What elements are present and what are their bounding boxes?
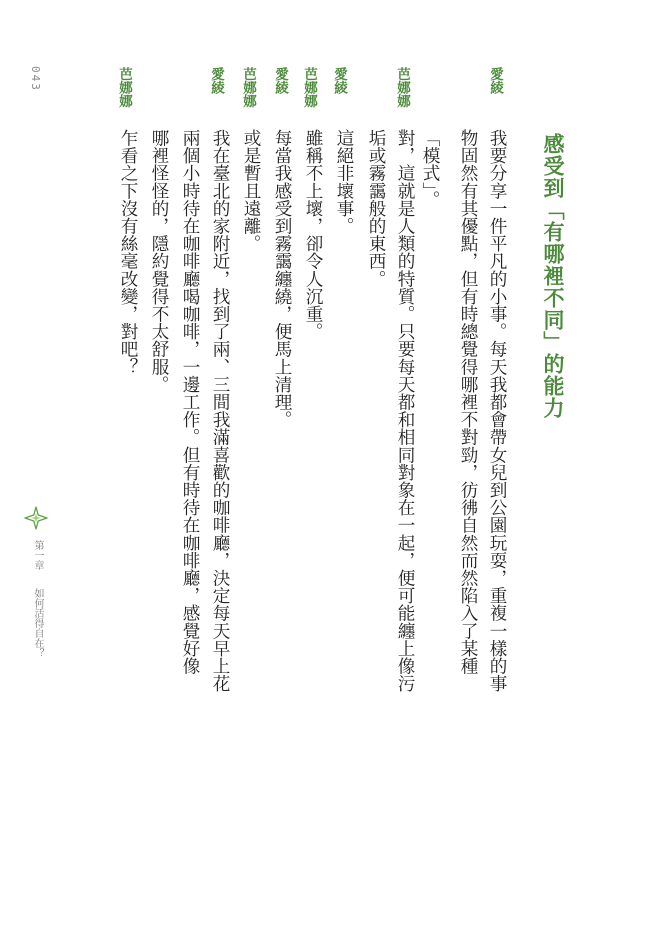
speaker-label: 愛綾 [487, 67, 503, 94]
dialogue-line: 這絕非壞事。 [334, 129, 354, 235]
section-title: 感受到「有哪裡不同」的能力 [541, 133, 566, 419]
dialogue-line: 「模式」。 [420, 129, 440, 209]
chapter-title: 如何活得自在？ [32, 588, 43, 658]
speaker-label: 愛綾 [331, 67, 347, 94]
speaker-label: 芭娜娜 [394, 67, 410, 108]
speaker-label: 芭娜娜 [116, 67, 132, 108]
speaker-label: 芭娜娜 [301, 67, 317, 108]
chapter-running-head [30, 540, 45, 658]
page-number: 043 [29, 66, 42, 92]
dialogue-line: 垢或霧靄般的東西。 [366, 129, 386, 288]
dialogue-line: 或是暫且遠離。 [241, 129, 261, 253]
dialogue-line: 我要分享一件平凡的小事。每天我都會帶女兒到公園玩耍，重複一樣的事 [487, 129, 507, 693]
dialogue-line: 我在臺北的家附近，找到了兩、三間我滿喜歡的咖啡廳，決定每天早上花 [210, 129, 230, 693]
dialogue-line: 乍看之下沒有絲毫改變，對吧？ [118, 129, 138, 376]
dialogue-line: 每當我感受到霧靄纏繞，便馬上清理。 [272, 129, 292, 429]
dialogue-line: 物固然有其優點，但有時總覺得哪裡不對勁，彷彿自然而然陷入了某種 [458, 129, 478, 675]
dialogue-line: 對，這就是人類的特質。只要每天都和相同對象在一起，便可能纏上像污 [395, 129, 415, 693]
dialogue-line: 兩個小時待在咖啡廳喝咖啡，一邊工作。但有時待在咖啡廳，感覺好像 [180, 129, 200, 675]
dialogue-line: 哪裡怪怪的，隱約覺得不太舒服。 [149, 129, 169, 393]
dialogue-line: 雖稱不上壞，卻令人沉重。 [303, 129, 323, 341]
sparkle-star-icon [24, 506, 48, 530]
speaker-label: 愛綾 [272, 67, 288, 94]
chapter-label: 第一章 [32, 540, 43, 570]
speaker-label: 芭娜娜 [240, 67, 256, 108]
speaker-label: 愛綾 [208, 67, 224, 94]
